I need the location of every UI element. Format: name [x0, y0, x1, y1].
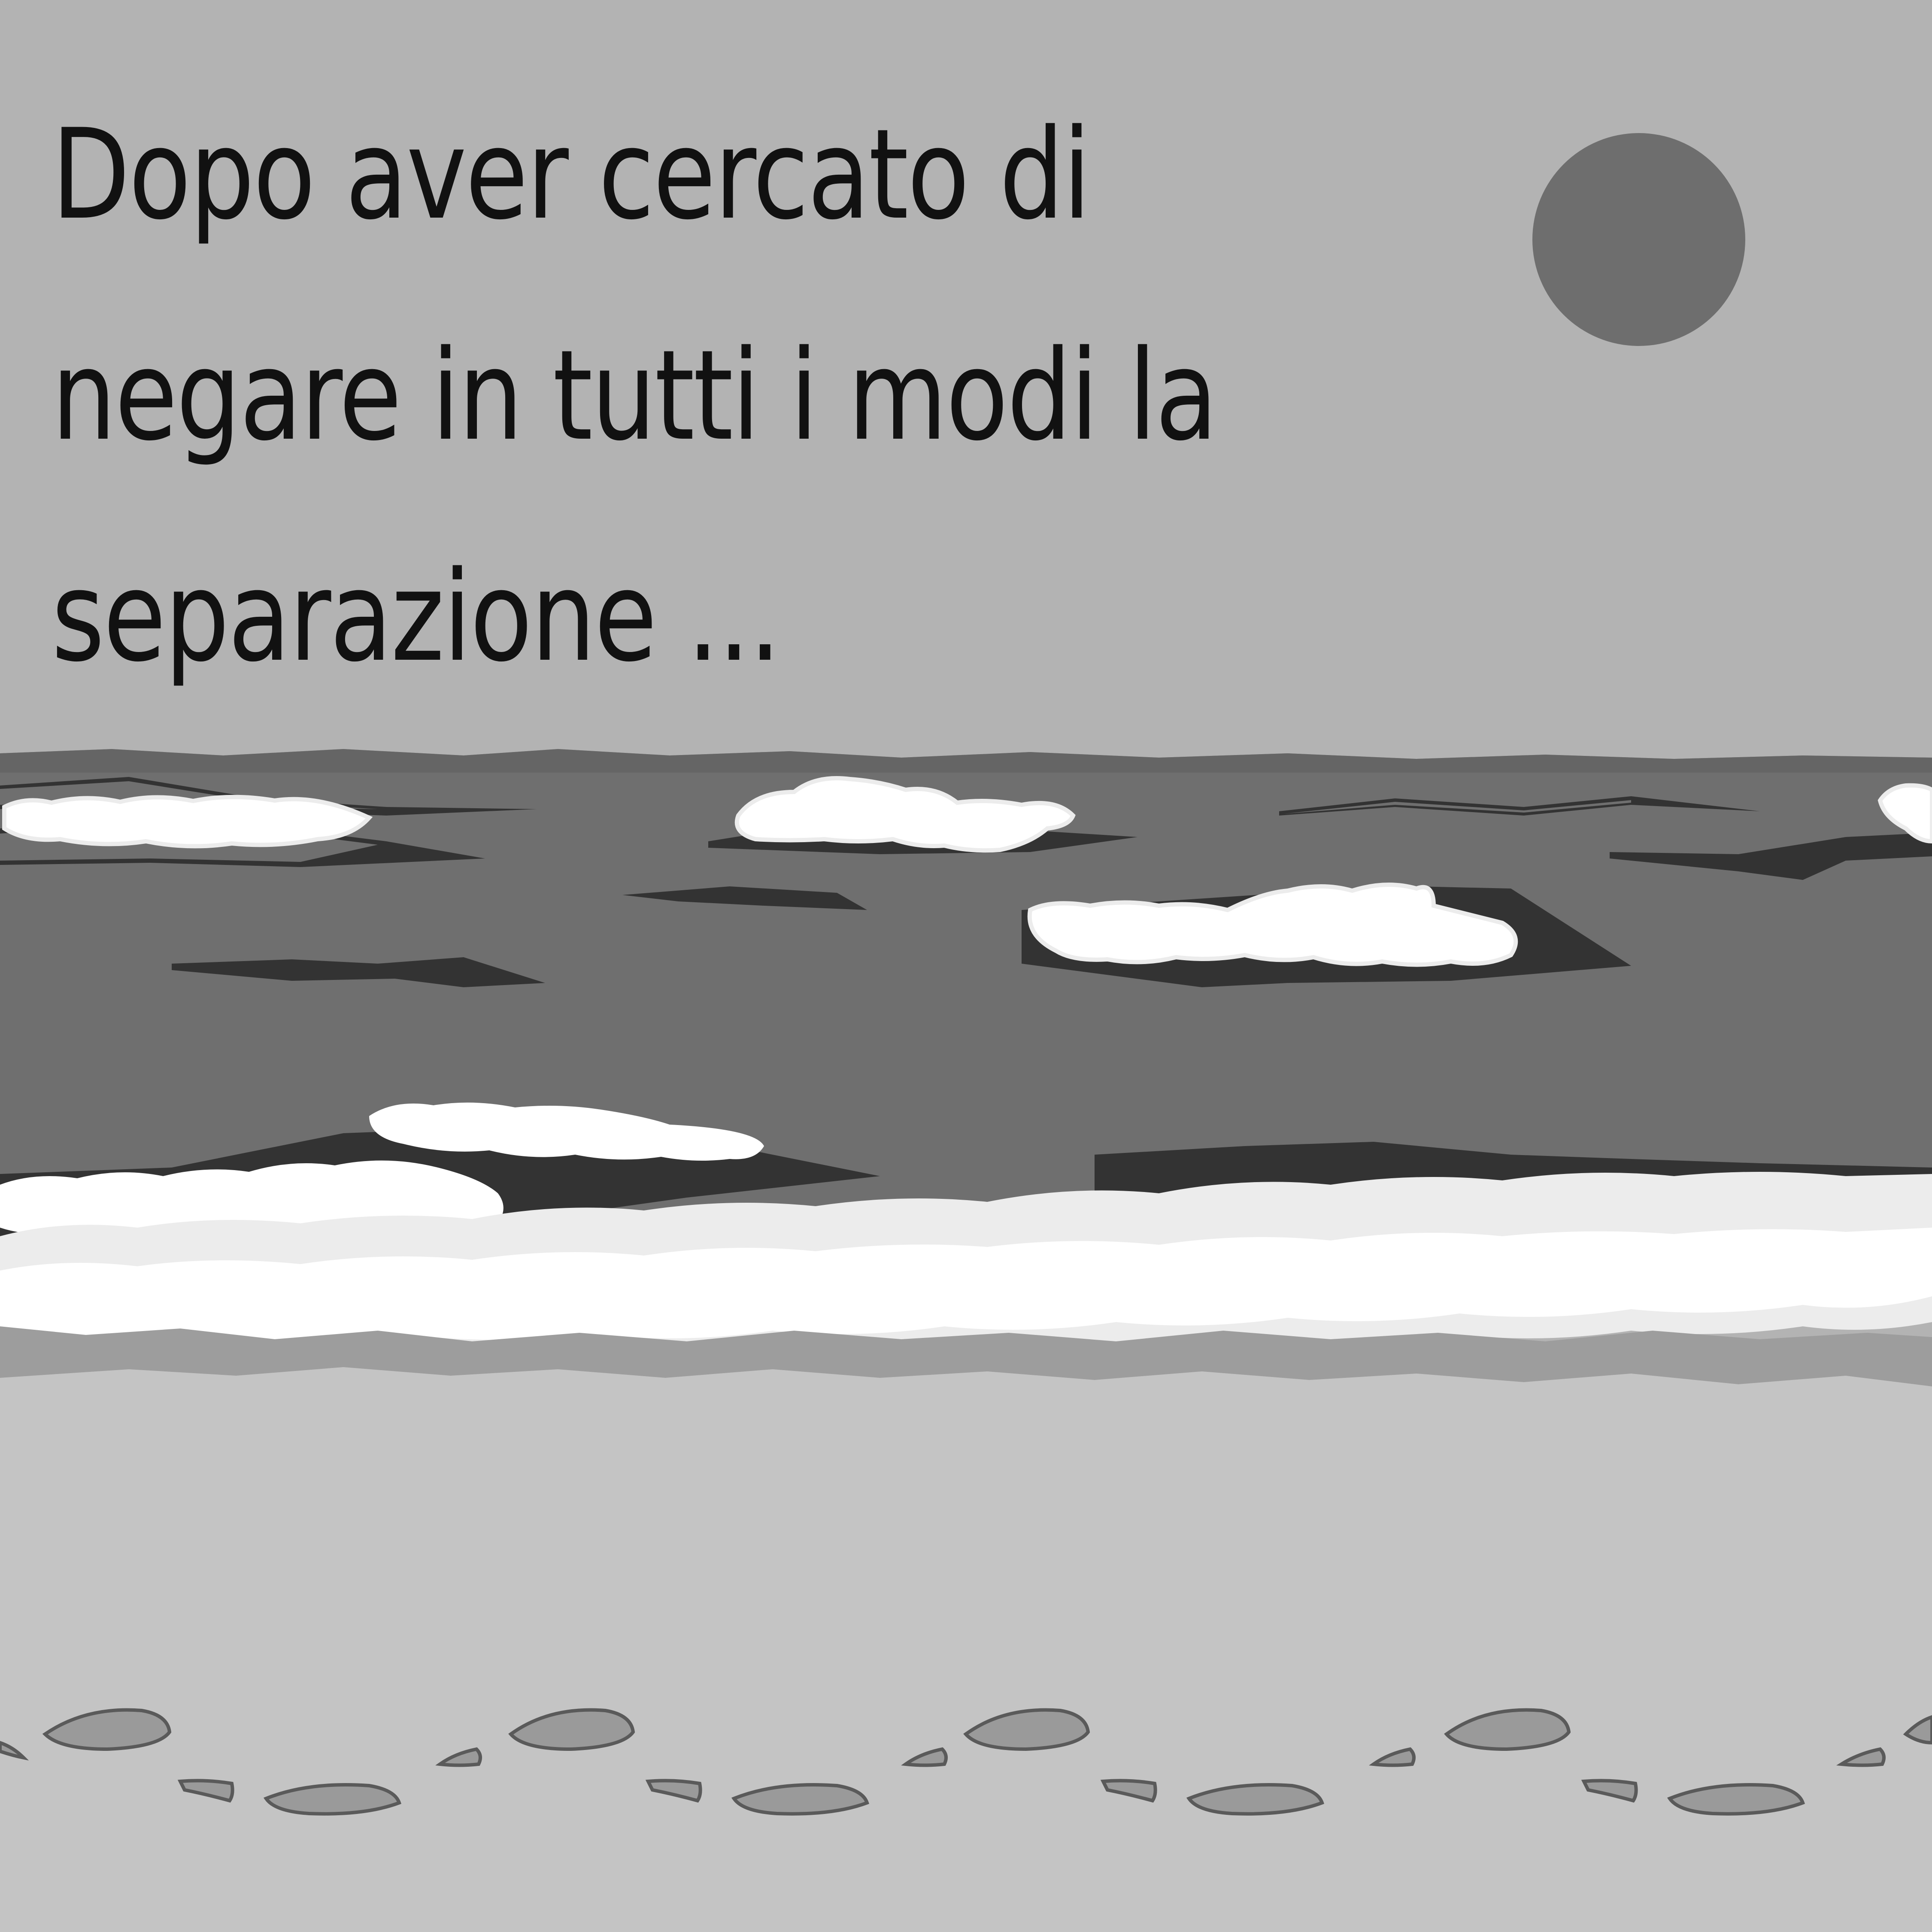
- caption-text: [52, 64, 1216, 728]
- caption-line-2: negare in tutti i modi la: [52, 324, 1216, 468]
- sand: [0, 1367, 1932, 1932]
- sun: [1532, 133, 1745, 346]
- caption-line-3: separazione ...: [52, 545, 780, 689]
- caption-line-1: Dopo aver cercato di: [52, 103, 1090, 247]
